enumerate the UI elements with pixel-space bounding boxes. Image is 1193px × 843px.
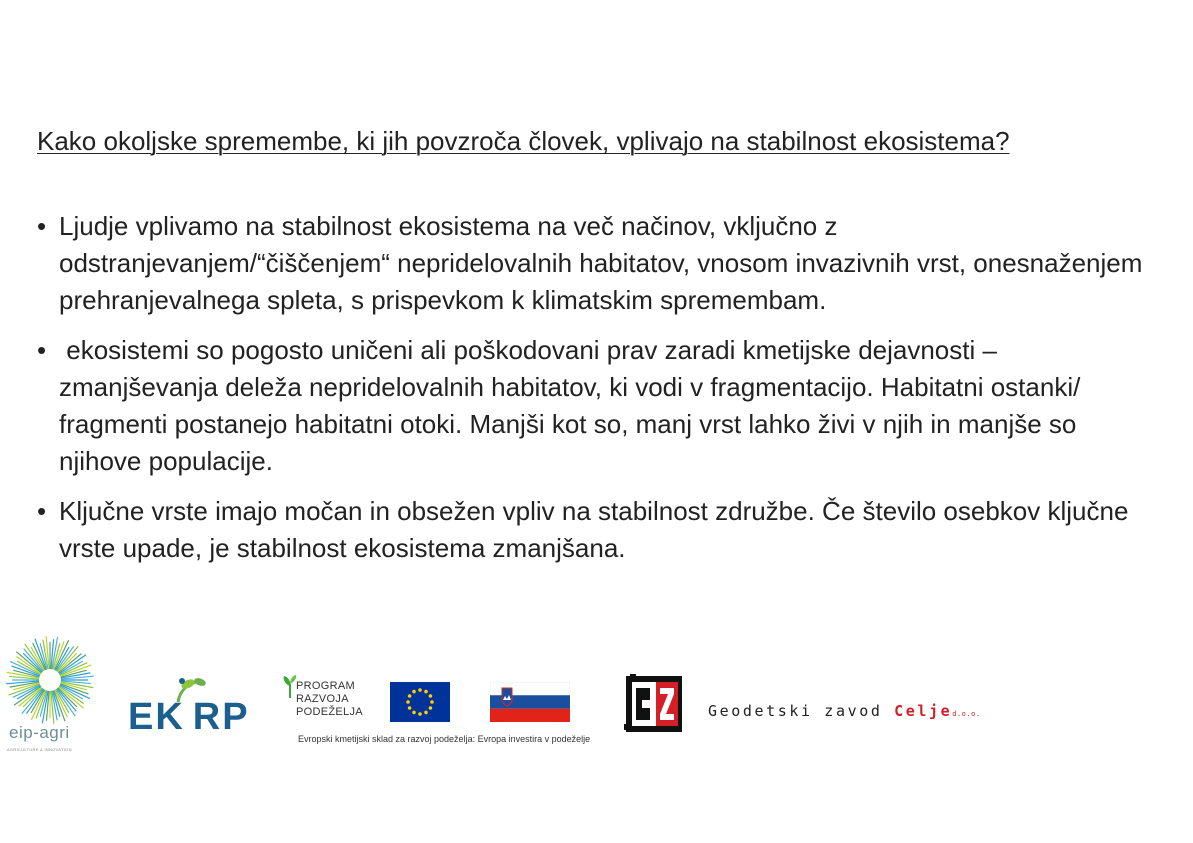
bullet-text: ekosistemi so pogosto uničeni ali poškodovani prav zaradi kmetijske dejavnosti – zmanjševanja deleža nepridelovalnih habitatov, ki vodi v fragmentacijo. Habitatni ostanki/ fragmenti postanejo habitatni otoki. Manjši kot so, manj vrst lahko živi v njih in manjše so njihove populacije. — [59, 335, 1088, 476]
prp-line: PODEŽELJA — [296, 706, 363, 718]
prp-caption: Evropski kmetijski sklad za razvoj podeželja: Evropa investira v podeželje — [298, 734, 591, 744]
gz-monogram-icon — [624, 674, 684, 734]
eu-star — [429, 694, 433, 698]
slide-title: Kako okoljske spremembe, ki jih povzroča človek, vplivajo na stabilnost ekosistema? — [37, 126, 1010, 156]
eu-star — [408, 706, 412, 710]
eu-star — [418, 712, 422, 716]
gz-text-suffix: d.o.o. — [952, 710, 981, 718]
bullet-list — [37, 208, 1147, 580]
gz-text-plain: Geodetski zavod — [708, 702, 895, 720]
eip-subtitle: AGRICULTURE & INNOVATION — [7, 747, 72, 752]
eip-starburst-icon — [5, 635, 95, 725]
eu-star — [418, 688, 422, 692]
eu-star — [424, 690, 428, 694]
gz-logo-group — [624, 674, 981, 744]
eu-flag-icon — [390, 682, 450, 722]
bullet-dot: • — [37, 335, 47, 365]
eip-wordmark: eip-agri — [9, 723, 70, 742]
eu-star — [424, 711, 428, 715]
bullet-item — [37, 208, 1147, 319]
eu-star — [406, 700, 410, 704]
prp-line: RAZVOJA — [296, 693, 349, 705]
eip-agri-logo — [5, 635, 97, 760]
bullet-dot: • — [37, 211, 47, 241]
eu-star — [429, 706, 433, 710]
ekrp-wordmark — [128, 696, 250, 739]
bullet-text: Ključne vrste imajo močan in obsežen vpliv na stabilnost združbe. Če število osebkov ključne vrste upade, je stabilnost ekosistema zmanjšana. — [59, 496, 1129, 563]
bullet-item — [37, 332, 1147, 480]
prp-text — [296, 680, 363, 719]
gz-text-red: Celje — [894, 702, 953, 720]
ekrp-logo — [128, 680, 253, 740]
bullet-item — [37, 493, 1147, 567]
eu-star — [408, 694, 412, 698]
bullet-text: Ljudje vplivamo na stabilnost ekosistema na več načinov, vključno z odstranjevanjem/“čiščenjem“ nepridelovalnih habitatov, vnosom invazivnih vrst, onesnaženjem prehranjevalnega spleta, s prispevkom k klimatskim spremembam. — [59, 211, 1143, 315]
eu-star — [412, 711, 416, 715]
bullet-dot: • — [37, 496, 47, 526]
ekrp-text-right: RP — [192, 696, 250, 738]
gz-wordmark — [708, 702, 981, 720]
prp-logo-group — [282, 674, 591, 754]
prp-line: PROGRAM — [296, 680, 355, 692]
logo-strip — [0, 630, 1193, 760]
eu-star — [430, 700, 434, 704]
ekrp-text-left: EK — [128, 696, 185, 738]
slovenia-flag-icon — [490, 682, 570, 722]
eu-star — [412, 690, 416, 694]
